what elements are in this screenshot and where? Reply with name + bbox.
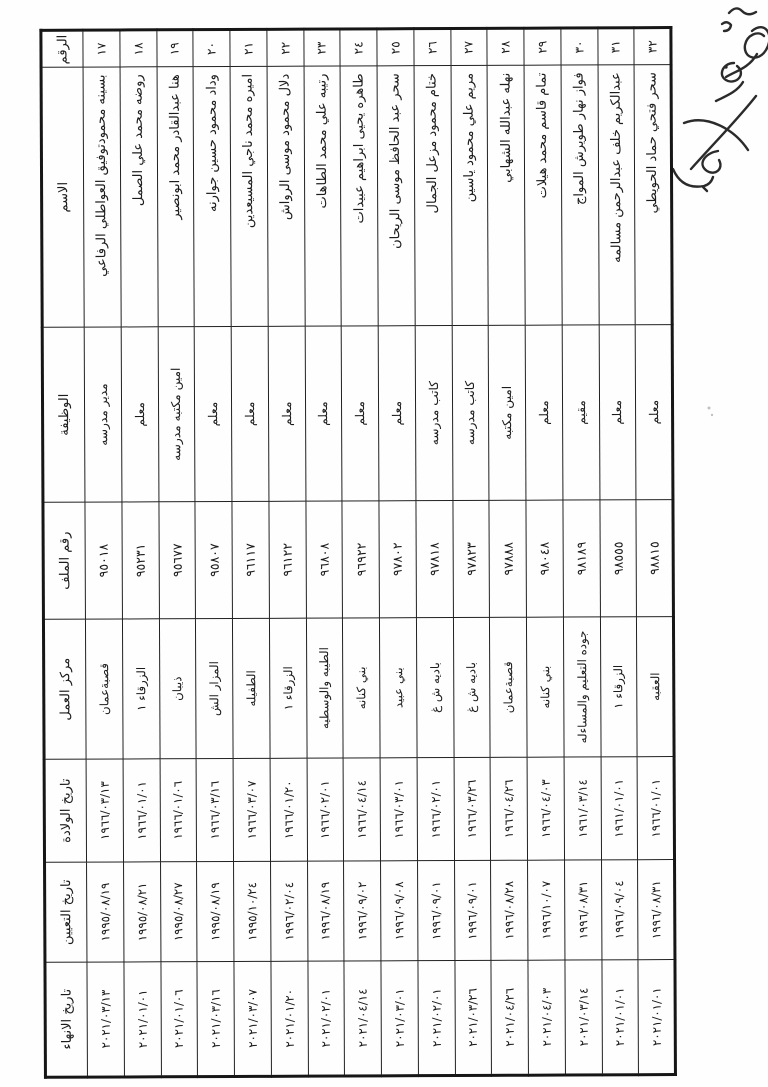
cell-file: ٩٧٨١٨ — [416, 501, 453, 618]
cell-hire: ١٩٩٥/١٠/٢٤ — [234, 861, 271, 961]
cell-hire: ١٩٩٥/٠٨/٢٧ — [160, 862, 197, 962]
cell-birth: ١٩٦٦/٠١/٠١ — [123, 759, 160, 862]
cell-job: معلم — [305, 326, 343, 501]
cell-name: روضه محمد علي الصمل — [120, 67, 158, 327]
table-header — [41, 30, 88, 1077]
cell-no: ١٩ — [156, 30, 193, 67]
table-row — [487, 28, 528, 1075]
cell-file: ٩٦١١٧ — [232, 501, 269, 618]
cell-center: باديه ش غ — [453, 617, 490, 757]
cell-center: المزار الش — [196, 618, 233, 758]
cell-job: معلم — [378, 326, 416, 501]
cell-job: معلم — [635, 325, 673, 500]
cell-end: ٢٠٢١/٠١/٠٦ — [160, 962, 197, 1077]
cell-end: ٢٠٢١/٠٣/١٦ — [197, 961, 234, 1076]
cell-birth: ١٩٦٦/٠٣/١٣ — [86, 759, 123, 862]
cell-name: طاهره يحيى ابراهيم عبيدات — [340, 66, 378, 326]
cell-name: بسينه محمودتوفيق العواطلي الرفاعي — [83, 67, 121, 327]
signature-area — [656, 0, 768, 560]
table-row — [156, 30, 197, 1077]
cell-center: الطيبه والوسطيه — [306, 618, 343, 758]
header-row — [41, 30, 88, 1077]
cell-birth: ١٩٦١/٠١/٠١ — [601, 757, 638, 860]
cell-name: وداد محمود حسين جوارنه — [193, 66, 231, 326]
cell-birth: ١٩٦٦/٠٤/٢٦ — [490, 757, 527, 860]
cell-job: معلم — [194, 326, 232, 501]
cell-center: الزرقاء ١ — [600, 617, 637, 757]
cell-end: ٢٠٢١/٠٣/٠٧ — [234, 961, 271, 1076]
cell-birth: ١٩٦٦/٠٤/١٤ — [343, 758, 380, 861]
cell-job: معلم — [231, 326, 269, 501]
cell-center: بني كنانه — [526, 617, 563, 757]
cell-job: معلم — [341, 326, 379, 501]
cell-file: ٩٥٦٧٧ — [158, 502, 195, 619]
cell-center: الطفيله — [232, 618, 269, 758]
cell-no: ٢٧ — [450, 28, 487, 65]
cell-end: ٢٠٢١/٠٤/٠٣ — [528, 960, 565, 1075]
cell-file: ٩٧٨٠٢ — [379, 501, 416, 618]
cell-job: كاتب مدرسه — [452, 325, 490, 500]
cell-job: معلم — [525, 325, 563, 500]
cell-name: سحر عبد الحافظ موسى الريحان — [377, 66, 415, 326]
cell-file: ٩٨١٨٩ — [563, 500, 600, 617]
cell-file: ٩٦١٢٢ — [269, 501, 306, 618]
cell-job: مدير مدرسه — [84, 327, 122, 502]
cell-file: ٩٨٨١٥ — [636, 500, 673, 617]
cell-hire: ١٩٩٦/٠٨/٣١ — [638, 860, 675, 960]
cell-job: امين مكتبه — [488, 325, 526, 500]
table-row — [193, 29, 234, 1076]
cell-no: ٢٦ — [414, 29, 451, 66]
cell-file: ٩٦٨٠٨ — [305, 501, 342, 618]
column-header-name: الاسم — [41, 67, 84, 327]
cell-no: ٢٥ — [377, 29, 414, 66]
cell-birth: ١٩٦٦/٠٣/١٦ — [196, 758, 233, 861]
cell-center: العقبه — [637, 617, 674, 757]
cell-no: ٢٩ — [524, 28, 561, 65]
cell-center: الزرقاء ١ — [269, 618, 306, 758]
cell-no: ١٨ — [120, 30, 157, 67]
cell-birth: ١٩٦٦/٠٤/٠٣ — [527, 757, 564, 860]
cell-center: قصبةعمان — [490, 617, 527, 757]
cell-hire: ١٩٩٥/٠٨/١٩ — [87, 862, 124, 962]
signature-icon — [656, 0, 768, 560]
table-row — [524, 28, 565, 1075]
cell-hire: ١٩٩٥/٠٨/١٩ — [197, 861, 234, 961]
cell-hire: ١٩٩٦/٠٩/٠٨ — [381, 861, 418, 961]
column-header-birth: تاريخ الولادة — [44, 759, 86, 862]
table-row — [597, 28, 638, 1075]
cell-end: ٢٠٢١/٠٣/٠١ — [381, 961, 418, 1076]
cell-file: ٩٥٨٠٧ — [195, 501, 232, 618]
cell-no: ٢٤ — [340, 29, 377, 66]
cell-hire: ١٩٩٦/٠٩/٠٤ — [601, 860, 638, 960]
cell-hire: ١٩٩٦/٠٨/٣١ — [564, 860, 601, 960]
cell-no: ٣٠ — [561, 28, 598, 65]
cell-name: مريم علي محمود ياسين — [451, 65, 489, 325]
cell-name: هنا عبدالقادر محمد ابونصير — [157, 67, 195, 327]
cell-no: ٣٢ — [634, 28, 671, 65]
cell-hire: ١٩٩٦/٠٩/٠١ — [417, 861, 454, 961]
table-row — [561, 28, 602, 1075]
cell-end: ٢٠٢١/٠١/٠١ — [638, 960, 675, 1075]
cell-job: مقيم — [562, 325, 600, 500]
cell-no: ١٧ — [83, 30, 120, 67]
cell-hire: ١٩٩٦/٠٩/٠٢ — [344, 861, 381, 961]
cell-birth: ١٩٦٦/٠١/٢٠ — [270, 758, 307, 861]
cell-file: ٩٨٥٥٥ — [599, 500, 636, 617]
cell-hire: ١٩٩٦/١٠/٠٧ — [528, 860, 565, 960]
cell-no: ٢١ — [230, 29, 267, 66]
cell-job: معلم — [268, 326, 306, 501]
table-row — [230, 29, 271, 1076]
column-header-job: الوظيفة — [42, 327, 85, 502]
cell-hire: ١٩٩٦/٠٨/٢٨ — [491, 860, 528, 960]
cell-center: ذيبان — [159, 619, 196, 759]
cell-end: ٢٠٢١/٠٢/٠١ — [307, 961, 344, 1076]
cell-end: ٢٠٢١/٠١/٠١ — [124, 962, 161, 1077]
cell-end: ٢٠٢١/٠٢/٠١ — [418, 961, 455, 1076]
table-row — [377, 29, 418, 1076]
column-header-file: رقم الملف — [43, 502, 86, 619]
cell-end: ٢٠٢١/٠١/٠١ — [601, 960, 638, 1075]
cell-file: ٩٥٠١٨ — [85, 502, 122, 619]
cell-name: فواز نهار طويرش المواج — [561, 65, 599, 325]
cell-file: ٩٧٨٨٨ — [489, 500, 526, 617]
cell-name: سحر فتحي حماد الحويطي — [634, 65, 672, 325]
cell-center: جوده التعليم والمساءله — [563, 617, 600, 757]
cell-no: ٢٣ — [303, 29, 340, 66]
cell-end: ٢٠٢١/٠٣/٢٦ — [454, 960, 491, 1075]
cell-end: ٢٠٢١/٠٣/١٣ — [87, 962, 124, 1077]
cell-end: ٢٠٢١/٠٤/٢٦ — [491, 960, 528, 1075]
cell-job: كاتب مدرسه — [415, 326, 453, 501]
cell-file: ٩٨٠٤٨ — [526, 500, 563, 617]
cell-birth: ١٩٦٦/٠٣/٠٧ — [233, 758, 270, 861]
cell-birth: ١٩٦٦/٠١/٠٦ — [160, 759, 197, 862]
cell-birth: ١٩٦٦/٠٣/٠١ — [380, 758, 417, 861]
cell-birth: ١٩٦٦/٠٢/٠١ — [307, 758, 344, 861]
cell-center: الزرقاء ١ — [122, 619, 159, 759]
table-row — [450, 28, 491, 1075]
cell-name: عبدالكريم خلف عبدالرحمن مسالمه — [598, 65, 636, 325]
cell-name: ختام محمود مزعل الجمال — [414, 66, 452, 326]
cell-hire: ١٩٩٦/٠٨/١٩ — [307, 861, 344, 961]
cell-center: قصبةعمان — [85, 619, 122, 759]
cell-name: نهله عبدالله الشهابي — [487, 65, 525, 325]
table-row — [414, 29, 455, 1076]
personnel-table — [39, 26, 677, 1079]
cell-name: اميره محمد ناجي المسيعدين — [230, 66, 268, 326]
cell-birth: ١٩٦٦/٠٢/٠١ — [417, 758, 454, 861]
cell-no: ٢٨ — [487, 28, 524, 65]
cell-birth: ١٩٦١/٠٣/١٤ — [564, 757, 601, 860]
cell-name: رتيبه علي محمد الطاهات — [304, 66, 342, 326]
cell-name: دلال محمود موسى الرواش — [267, 66, 305, 326]
cell-file: ٩٦٩٢٢ — [342, 501, 379, 618]
cell-end: ٢٠٢١/٠٤/١٤ — [344, 961, 381, 1076]
table-row — [120, 30, 161, 1077]
cell-end: ٢٠٢١/٠١/٢٠ — [271, 961, 308, 1076]
table-row — [340, 29, 381, 1076]
cell-job: معلم — [599, 325, 637, 500]
cell-birth: ١٩٦٦/٠١/٠١ — [637, 757, 674, 860]
cell-center: باديه ش غ — [416, 618, 453, 758]
cell-hire: ١٩٩٥/٠٨/٢١ — [123, 862, 160, 962]
cell-center: بني عبيد — [379, 618, 416, 758]
cell-hire: ١٩٩٦/٠٩/٠١ — [454, 860, 491, 960]
cell-hire: ١٩٩٦/٠٢/٠٤ — [270, 861, 307, 961]
cell-file: ٩٥٢٣١ — [122, 502, 159, 619]
table-row — [303, 29, 344, 1076]
cell-file: ٩٧٨٢٣ — [452, 500, 489, 617]
cell-job: امين مكتبه مدرسه — [158, 327, 196, 502]
column-header-no: الرقم — [41, 30, 83, 67]
cell-name: تمام قاسم محمد هيلات — [524, 65, 562, 325]
column-header-center: مركز العمل — [43, 619, 86, 759]
column-header-end: تاريخ الانهاء — [45, 962, 88, 1077]
cell-no: ٢٢ — [267, 29, 304, 66]
table-row — [83, 30, 124, 1077]
column-header-hire: تاريخ التعيين — [45, 862, 87, 962]
cell-no: ٢٠ — [193, 29, 230, 66]
cell-center: بني كنانه — [343, 618, 380, 758]
table-row — [267, 29, 308, 1076]
cell-end: ٢٠٢١/٠٣/١٤ — [565, 960, 602, 1075]
table-body — [83, 28, 676, 1078]
cell-birth: ١٩٦٦/٠٣/٢٦ — [454, 757, 491, 860]
cell-no: ٣١ — [597, 28, 634, 65]
cell-job: معلم — [121, 327, 159, 502]
